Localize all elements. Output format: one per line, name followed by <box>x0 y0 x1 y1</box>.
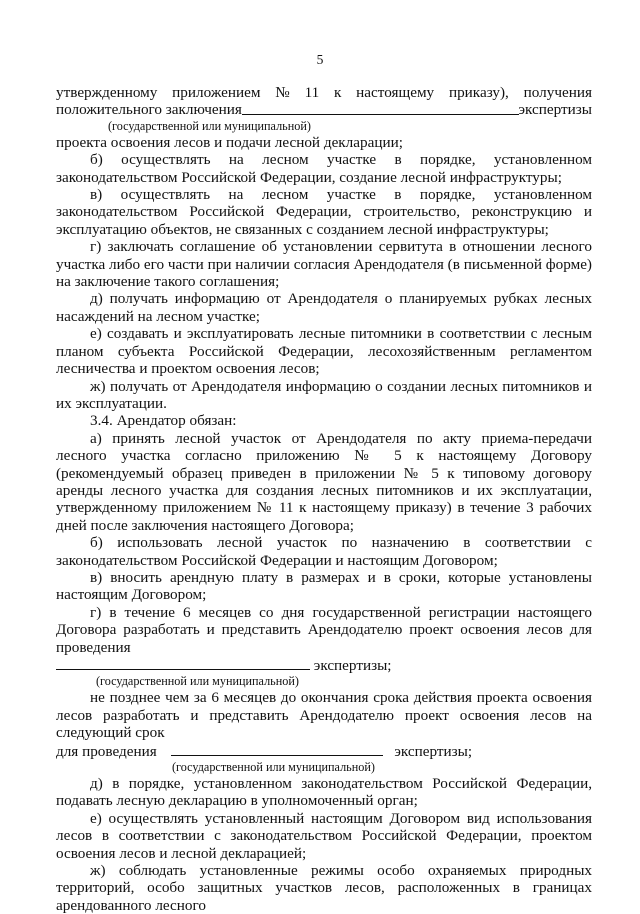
paragraph-b2: б) использовать лесной участок по назначению в соответствии с законодательством Российской Федерации и настоящим Договором; <box>56 534 592 569</box>
word: получения <box>523 84 592 101</box>
paragraph-e: е) создавать и эксплуатировать лесные питомники в соответствии с лесным планом субъекта Российской Федерации, лесохозяйственным регламентом лесничества и проектом освоения лесов; <box>56 325 592 378</box>
blank-field-line <box>171 742 383 756</box>
paragraph-b: б) осуществлять на лесном участке в порядке, установленном законодательством Российской Федерации, создание лесной инфраструктуры; <box>56 151 592 186</box>
word: 11 <box>304 84 320 101</box>
text-fragment: экспертизы; <box>394 742 473 760</box>
document-body <box>56 84 592 914</box>
paragraph: проекта освоения лесов и подачи лесной декларации; <box>56 133 403 151</box>
word: приложением <box>172 84 261 101</box>
text-fragment: экспертизы <box>518 101 592 119</box>
para-continuation-line2 <box>56 101 592 118</box>
para-continuation-line1 <box>56 84 592 101</box>
paragraph-d: д) получать информацию от Арендодателя о планируемых рубках лесных насаждений на лесном участке; <box>56 290 592 325</box>
word: приказу), <box>448 84 509 101</box>
page-number: 5 <box>316 52 324 67</box>
section-heading-3-4: 3.4. Арендатор обязан: <box>90 412 237 430</box>
paragraph-zh2: ж) соблюдать установленные режимы особо охраняемых природных территорий, особо защитных участков лесов, расположенных в границах арендованного лесного <box>56 862 592 914</box>
paragraph-zh: ж) получать от Арендодателя информацию о создании лесных питомников и их эксплуатации. <box>56 377 592 412</box>
paragraph-g2-continuation: не позднее чем за 6 месяцев до окончания срока действия проекта освоения лесов разработать и представить Арендодателю проект освоения лесов на следующий срок <box>56 689 592 742</box>
field-caption: (государственной или муниципальной) <box>96 674 299 689</box>
paragraph-d2: д) в порядке, установленном законодательством Российской Федерации, подавать лесную декларацию в уполномоченный орган; <box>56 775 592 810</box>
field-caption: (государственной или муниципальной) <box>172 760 375 775</box>
paragraph-v2: в) вносить арендную плату в размерах и в сроки, которые установлены настоящим Договором; <box>56 568 592 604</box>
text-fragment: положительного заключения <box>56 101 242 119</box>
paragraph-a2: а) принять лесной участок от Арендодателя по акту приема-передачи лесного участка согласно приложению № 5 к настоящему Договору (рекомендуемый образец приведен в приложении № 5 к типовому договору аренды лесного участка для создания лесных питомников и их эксплуатации, утвержденному приложением № 11 к настоящему приказу) в течение 3 рабочих дней после заключения настоящего Договора; <box>56 429 592 534</box>
word: № <box>275 84 290 101</box>
blank-field-row <box>56 742 592 760</box>
word: к <box>333 84 342 101</box>
text-fragment: экспертизы; <box>313 657 392 674</box>
blank-field-line <box>242 101 519 115</box>
word: утвержденному <box>56 84 158 101</box>
blank-field-line <box>56 656 310 670</box>
paragraph-v: в) осуществлять на лесном участке в порядке, установленном законодательством Российской Федерации, строительство, реконструкцию и эксплуатацию объектов, не связанных с созданием лесной инфраструктуры; <box>56 186 592 238</box>
paragraph-g2: г) в течение 6 месяцев со дня государственной регистрации настоящего Договора разработать и представить Арендодателю проект освоения лесов для проведения <box>56 603 592 656</box>
blank-field-row <box>56 656 592 674</box>
paragraph-e2: е) осуществлять установленный настоящим Договором вид использования лесов в соответствии с законодательством Российской Федерации, проектом освоения лесов и лесной декларацией; <box>56 809 592 862</box>
paragraph-g: г) заключать соглашение об установлении сервитута в отношении лесного участка либо его части при наличии согласия Арендодателя (в письменной форме) на заключение такого соглашения; <box>56 238 592 291</box>
word: настоящему <box>356 84 435 101</box>
text-fragment: для проведения <box>56 742 157 760</box>
field-caption: (государственной или муниципальной) <box>108 118 311 133</box>
